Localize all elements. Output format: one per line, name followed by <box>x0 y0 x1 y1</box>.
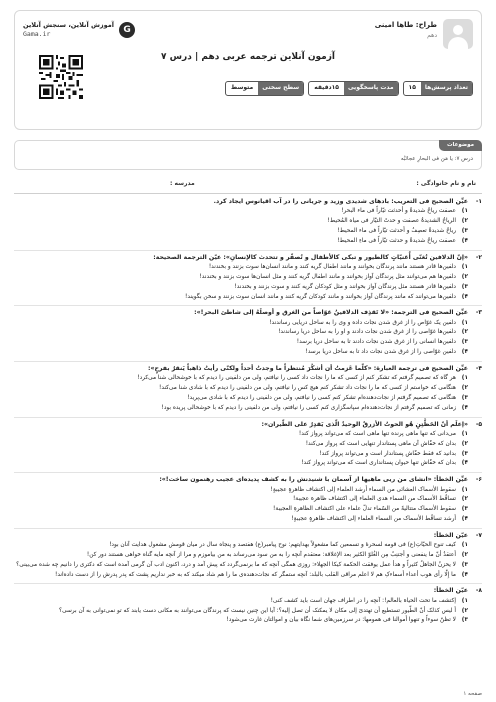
stat-question-count: تعداد پرسش‌ها ۱۵ <box>403 81 473 96</box>
question-text: «إنّ الدلافین تُغنّی أُغنیّاتٍ کالطیور و تبکی کالأطفال و تُصفّر و تتحدث کالإنسانِ»: عیّن الترجمة الصحیحة: <box>153 253 468 261</box>
school-label: مدرسه : <box>170 180 195 187</box>
option-text: أعتقدُ أنّ ما ینفعنی و أجتنِبُ مِن الغُلوّ الکثیر بعد الإغلاقة: معتقدم آنچه را به من سود می‌رساند به من بیاموزم و مرا از آنچه مایه گناه خواهی هستند دور کن! <box>86 551 456 558</box>
option-text: لا یحزنُ الجاهلُ کثیراً و هدأ عمل یوفقت الحکمة کیکا الجهلاء: روزی همگی آنچه که ما برنمی‌گردد که پیش آمد و درد، اکنون ادب آن گرمی آمده است که دکتری را دانیم چه شده می‌بینی؟ <box>16 561 456 568</box>
answer-option[interactable] <box>14 487 468 495</box>
question-number: ۶- <box>475 476 482 484</box>
answer-option[interactable] <box>14 339 468 347</box>
option-text: کیف تنوح الحیّاتِ(ع) فی قومه لسحرهٔ و تسمعین کما مشغولاً بهدایتهم: نوح پیامبر(ع) هفتصد و پنجاه سال در میان قومش مشغول هدایت آنان بود! <box>109 542 456 549</box>
option-text: زمانی که تصمیم گرفتم از نجات‌دهنده‌ام سپاسگزاری کنم کسی را نیافتم، ولی من دلفینی را دیدم که با خوشحالی پریده بود! <box>161 404 456 411</box>
option-number: ۳) <box>461 283 468 290</box>
option-number: ۳) <box>461 394 468 401</box>
option-text: دلفین‌ها انسانی را از غرق شدن نجات دادند تا به ساحل دریا برسد! <box>296 339 456 346</box>
question-text: عیّن الخطأ: <box>433 531 468 539</box>
designer-name: طراح: طاها امینی <box>374 21 437 29</box>
answer-option[interactable] <box>14 506 468 514</box>
option-number: ۲) <box>461 440 468 447</box>
qr-code-icon <box>39 55 83 99</box>
option-number: ۲) <box>461 385 468 392</box>
exam-stats <box>225 81 473 96</box>
option-number: ۳) <box>461 561 468 568</box>
answer-option[interactable] <box>14 496 468 504</box>
option-number: ۱) <box>461 208 468 215</box>
question-text: عیِّن الخطأ: «انشای من ریی ماهیها از آسمان با شنیدنش را به کشف پدیده‌ای عجیب رهنمون ساخت!»: <box>159 476 468 484</box>
option-number: ۱) <box>461 597 468 604</box>
answer-option[interactable] <box>14 294 468 302</box>
answer-option[interactable] <box>14 349 468 357</box>
option-text: لا تظنّ سوءاً و تنهوا أموالنا فی همومها: در سرزمین‌های شما نگاه بیان و اموالتان غارت می‌شود! <box>226 617 456 624</box>
gama-logo-icon: G <box>119 22 135 38</box>
option-number: ۴) <box>461 460 468 467</box>
question-text: عیِّن الصحیح فی ترجمة العبارة: «کلّما عَزمتُ أن أشکُرَ مُنتظراً ما وجدتُ أحداً ولکنّی رأیتُ ذاهباً یَنقرُ بفرحٍ»: <box>147 364 468 372</box>
brand[interactable] <box>23 21 135 39</box>
option-text: دلفین‌ها قادر هستند مانند پرندگان بخوانند و مانند اطفال گریه کنند و مانند انسان‌ها سوت بزنند و بخندند! <box>208 264 456 271</box>
option-number: ۴) <box>461 404 468 411</box>
question-number: ۸- <box>475 587 482 595</box>
answer-option[interactable] <box>14 608 468 616</box>
stat-difficulty: سطح سختی متوسط <box>225 81 304 96</box>
question-divider <box>14 305 482 306</box>
stat-duration: مدت پاسخگویی ۱۵دقیقه <box>308 81 398 96</box>
answer-option[interactable] <box>14 274 468 282</box>
option-text: هر گاه که تصمیم گرفتم که تشکر کنم از کسی که ما را نجات داد کسی را نیافتم، ولی من دلفینی را دیدم که با خوشحالی شنا می‌کرد! <box>137 375 456 382</box>
question-item <box>14 309 482 357</box>
page-footer <box>14 691 482 698</box>
option-text: بدان که خفّاش تنها حیوان پستانداری است که می‌تواند پرواز کند! <box>301 460 456 467</box>
answer-option[interactable] <box>14 228 468 236</box>
option-text: سقوط الأسماک العشائی من السماء أرشد العلماء إلی اکتشاف ظاهرةٍ عجیبةٍ! <box>270 486 456 493</box>
answer-option[interactable] <box>14 329 468 337</box>
question-item <box>14 198 482 246</box>
question-text: عیّن الخطأ: <box>433 587 468 595</box>
option-number: ۳) <box>461 450 468 457</box>
question-number: ۱- <box>475 198 482 206</box>
question-item <box>14 476 482 524</box>
option-number: ۲) <box>461 551 468 558</box>
option-text: تساقُط الأسماک من السماء هدی العلماء إلی اکتشاف ظاهرة عجیبة! <box>292 496 456 503</box>
answer-option[interactable] <box>14 451 468 459</box>
option-number: ۲) <box>461 607 468 614</box>
divider <box>14 193 482 194</box>
option-text: هنگامی که تصمیم گرفتم از نجات‌دهنده‌ام تشکر کنم کسی را نیافتم، ولی من دلفینی را دیدم که با شادی می‌پرید! <box>187 394 456 401</box>
question-item <box>14 587 482 625</box>
answer-option[interactable] <box>14 562 468 570</box>
option-text: عصفت ریاحٌ شدیدةٌ و أحدثت تیّاراً فی ماء البحر! <box>341 208 456 215</box>
question-list <box>14 198 482 625</box>
question-divider <box>14 472 482 473</box>
answer-option[interactable] <box>14 385 468 393</box>
option-number: ۳) <box>461 617 468 624</box>
answer-option[interactable] <box>14 572 468 580</box>
option-text: بدانید که فقط خفّاش پستاندار است و می‌تواند پرواز کند! <box>319 450 456 457</box>
option-number: ۱) <box>461 542 468 549</box>
exam-header <box>14 10 482 130</box>
answer-option[interactable] <box>14 238 468 246</box>
option-number: ۴) <box>461 293 468 300</box>
question-divider <box>14 250 482 251</box>
option-text: عصفت ریاحٌ شدیدةٌ و حدثت تیّاراً فی ماءِ المحیط! <box>337 237 456 244</box>
answer-option[interactable] <box>14 405 468 413</box>
answer-option[interactable] <box>14 208 468 216</box>
option-number: ۲) <box>461 273 468 280</box>
answer-option[interactable] <box>14 441 468 449</box>
option-number: ۱) <box>461 319 468 326</box>
topic-value: درس ۷: یا مَن فی البحارِ عجائبُه <box>400 156 473 162</box>
option-number: ۲) <box>461 496 468 503</box>
answer-option[interactable] <box>14 375 468 383</box>
question-divider <box>14 528 482 529</box>
answer-option[interactable] <box>14 284 468 292</box>
option-number: ۲) <box>461 218 468 225</box>
option-number: ۱) <box>461 375 468 382</box>
question-number: ۴- <box>475 364 482 372</box>
question-text: عیِّن الصحیح فی التعریب: بادهای شدیدی وزید و جریانی را در آب اقیانوس ایجاد کرد. <box>213 198 468 206</box>
question-number: ۳- <box>475 309 482 317</box>
option-number: ۲) <box>461 329 468 336</box>
option-text: دلفین‌ها می‌توانند که مانند پرندگان آواز بخوانند و مانند کودکان گریه کنند و مانند انسان سوت بزنند و سخن بگویند! <box>185 293 456 300</box>
page-title: آزمون آنلاین ترجمه عربی دهم | درس ۷ <box>161 52 335 62</box>
option-number: ۳) <box>461 339 468 346</box>
option-number: ۱) <box>461 486 468 493</box>
option-text: می‌دانی که تنها ماهی پرنده تنها ماهی است که می‌تواند پرواز کند! <box>298 430 456 437</box>
option-text: أرشد تساقُط الأسماک من السماء العلماء إلی اکتشاف ظاهرةٍ عجیبةٍ! <box>291 515 456 522</box>
option-text: دلفین‌ها قادر هستند مثل پرندگان آواز بخوانند و مثل کودکان گریه کنند و سوت بزنند و بخندند! <box>234 283 456 290</box>
avatar <box>443 19 473 49</box>
question-divider <box>14 361 482 362</box>
option-text: الریاحُ الشدیدةُ عصفت و حدثَ التیّار فی میاه المُحیط! <box>327 218 456 225</box>
option-number: ۳) <box>461 228 468 235</box>
student-name-label: نام و نام خانوادگی : <box>416 180 476 187</box>
question-text: عیِّن الصحیح فی الترجمة: «لا تَقذِف الدلافینُ غوّاصاً من الغرق و أوصلَهُ إلی شاطئ البحر!»: <box>194 309 468 317</box>
option-text: هنگامی که خواستم از کسی که ما را نجات داد تشکر کنم هیچ کس را نیافتم، ولی من دلفینی را دیدم که با شادی شنا می‌کند! <box>159 385 456 392</box>
option-text: بدان که خفّاش آن ماهی پستاندار تنهایی است که پرواز می‌کند! <box>305 440 456 447</box>
option-number: ۴) <box>461 237 468 244</box>
option-text: إکتشف ما تحت الحیاة بالعالم!: آنچه را در اطراف جهان است باید کشف کنی! <box>270 597 456 604</box>
answer-option[interactable] <box>14 516 468 524</box>
option-text: دلفین یک غوّاص را از غرق شدن نجات داده و وی را به ساحل دریایی رساندند! <box>269 319 456 326</box>
option-text: دلفین‌ها غوّاصی را از غرق شدن نجات دادند و او را به ساحل دریا رساندند! <box>278 329 456 336</box>
answer-option[interactable] <box>14 395 468 403</box>
page-number: صفحه ۱ <box>463 690 482 697</box>
question-divider <box>14 417 482 418</box>
brand-slogan: آموزش آنلاین، سنجش آنلاین <box>23 21 115 29</box>
option-text: دلفین‌ها هم می‌توانند مثل پرندگان آواز بخوانند و مانند اطفال گریه کنند و مثل انسان‌ها سوت بزنند و بخندند! <box>199 273 456 280</box>
question-text: «إعلَم أنّ الحَظَّتِنِ هُو الحوتُ الأزرقُ الوحیدُ الّذی یَقدِرُ علی الطّیران»: <box>261 420 468 428</box>
answer-option[interactable] <box>14 552 468 560</box>
option-text: ما إِلّا رأی هوب أعداء أسماءکِ هم لا اعلم مراقی القلب بالبلد: آنچه ستمگر که نجات‌دهنده‌ی ما را هم شاد میکند که به خبر نداریم پشت که پدر پدرش را از دست داده‌اند! <box>55 571 456 578</box>
answer-option[interactable] <box>14 460 468 468</box>
answer-option[interactable] <box>14 617 468 625</box>
option-text: أ لیس کذلک أنّ الطّیور تستطیع أن تهتدیَ إلی مکان لا یمکنک أن تصل إلیه؟: آیا این چنین نیست که پرندگان می‌توانند به مکانی دست یابند که تو نمی‌توانی به آن برسی؟ <box>59 607 456 614</box>
brand-domain[interactable]: Gama.ir <box>23 29 51 38</box>
question-item <box>14 532 482 580</box>
question-divider <box>14 583 482 584</box>
answer-option[interactable] <box>14 542 468 550</box>
option-text: دلفین غوّاصی را از غرق شدن نجات داد تا به ساحل دریا برسد! <box>305 349 456 356</box>
answer-option[interactable] <box>14 320 468 328</box>
answer-option[interactable] <box>14 431 468 439</box>
grade-label: دهم <box>427 32 437 39</box>
question-number: ۲- <box>475 253 482 261</box>
option-number: ۴) <box>461 571 468 578</box>
topic-badge: موضوعات <box>439 140 482 151</box>
question-number: ۵- <box>475 420 482 428</box>
question-item <box>14 421 482 469</box>
option-number: ۴) <box>461 515 468 522</box>
option-number: ۱) <box>461 430 468 437</box>
option-number: ۴) <box>461 349 468 356</box>
question-number: ۷- <box>475 531 482 539</box>
answer-option[interactable] <box>14 264 468 272</box>
answer-option[interactable] <box>14 218 468 226</box>
student-info-line <box>14 180 482 188</box>
answer-option[interactable] <box>14 598 468 606</box>
topic-box <box>14 140 482 170</box>
option-text: ریاحٌ شدیدةٌ تعصِفُ و أحدثت تیّاراً فی ماء المحیط! <box>337 228 456 235</box>
option-number: ۱) <box>461 264 468 271</box>
option-number: ۳) <box>461 506 468 513</box>
question-item <box>14 365 482 413</box>
question-item <box>14 254 482 302</box>
option-text: سقوط الأسماک متتالیةً من السّماء تدلّ علماء علی اکتشاف الظاهرةِ العجیبة! <box>273 506 456 513</box>
